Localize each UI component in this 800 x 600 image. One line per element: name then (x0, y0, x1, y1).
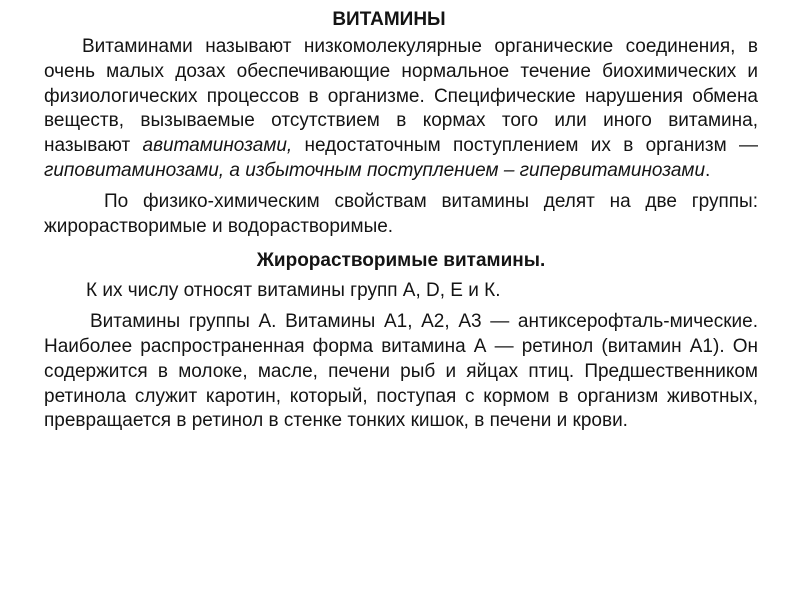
para1-text-2: недостаточным поступлением их в организм — (292, 135, 758, 157)
paragraph-vitamin-a: Витамины группы А. Витамины А1, А2, А3 — антиксерофталь-мические. Наиболее распространенная форма витамина А — ретинол (витамин А1). Он содержится в молоке, масле, печени рыб и яйцах птиц. Предшественником ретинола служит каротин, который, поступая с кормом в организм животных, превращается в ретинол в стенке тонких кишок, в печени и крови. (44, 311, 758, 432)
paragraph-groups: По физико-химическим свойствам витамины делят на две группы: жирорастворимые и водорастворимые. (44, 190, 758, 237)
para1-text-1: Витаминами называют низкомолекулярные органические соединения, в очень малых дозах обеспечивающие нормальное течение биохимических и физиологических процессов в организме. Специфические нарушения обмена веществ, вызываемые отсутствием в кормах того или иного витамина, называют (44, 36, 758, 157)
para1-text-3: . (705, 159, 711, 181)
document-page (44, 0, 758, 434)
paragraph-vitamin-list: К их числу относят витамины групп А, D, Е и К. (86, 280, 501, 302)
subheading-fat-soluble: Жирорастворимые витамины. (256, 250, 546, 272)
para1-term-hypo-hyper: гиповитаминозами, а избыточным поступлением – гипервитаминозами (44, 159, 706, 181)
document-title: ВИТАМИНЫ (332, 9, 446, 30)
para1-term-avitaminosis: авитаминозами, (142, 135, 293, 157)
paragraph-definition (44, 35, 758, 184)
